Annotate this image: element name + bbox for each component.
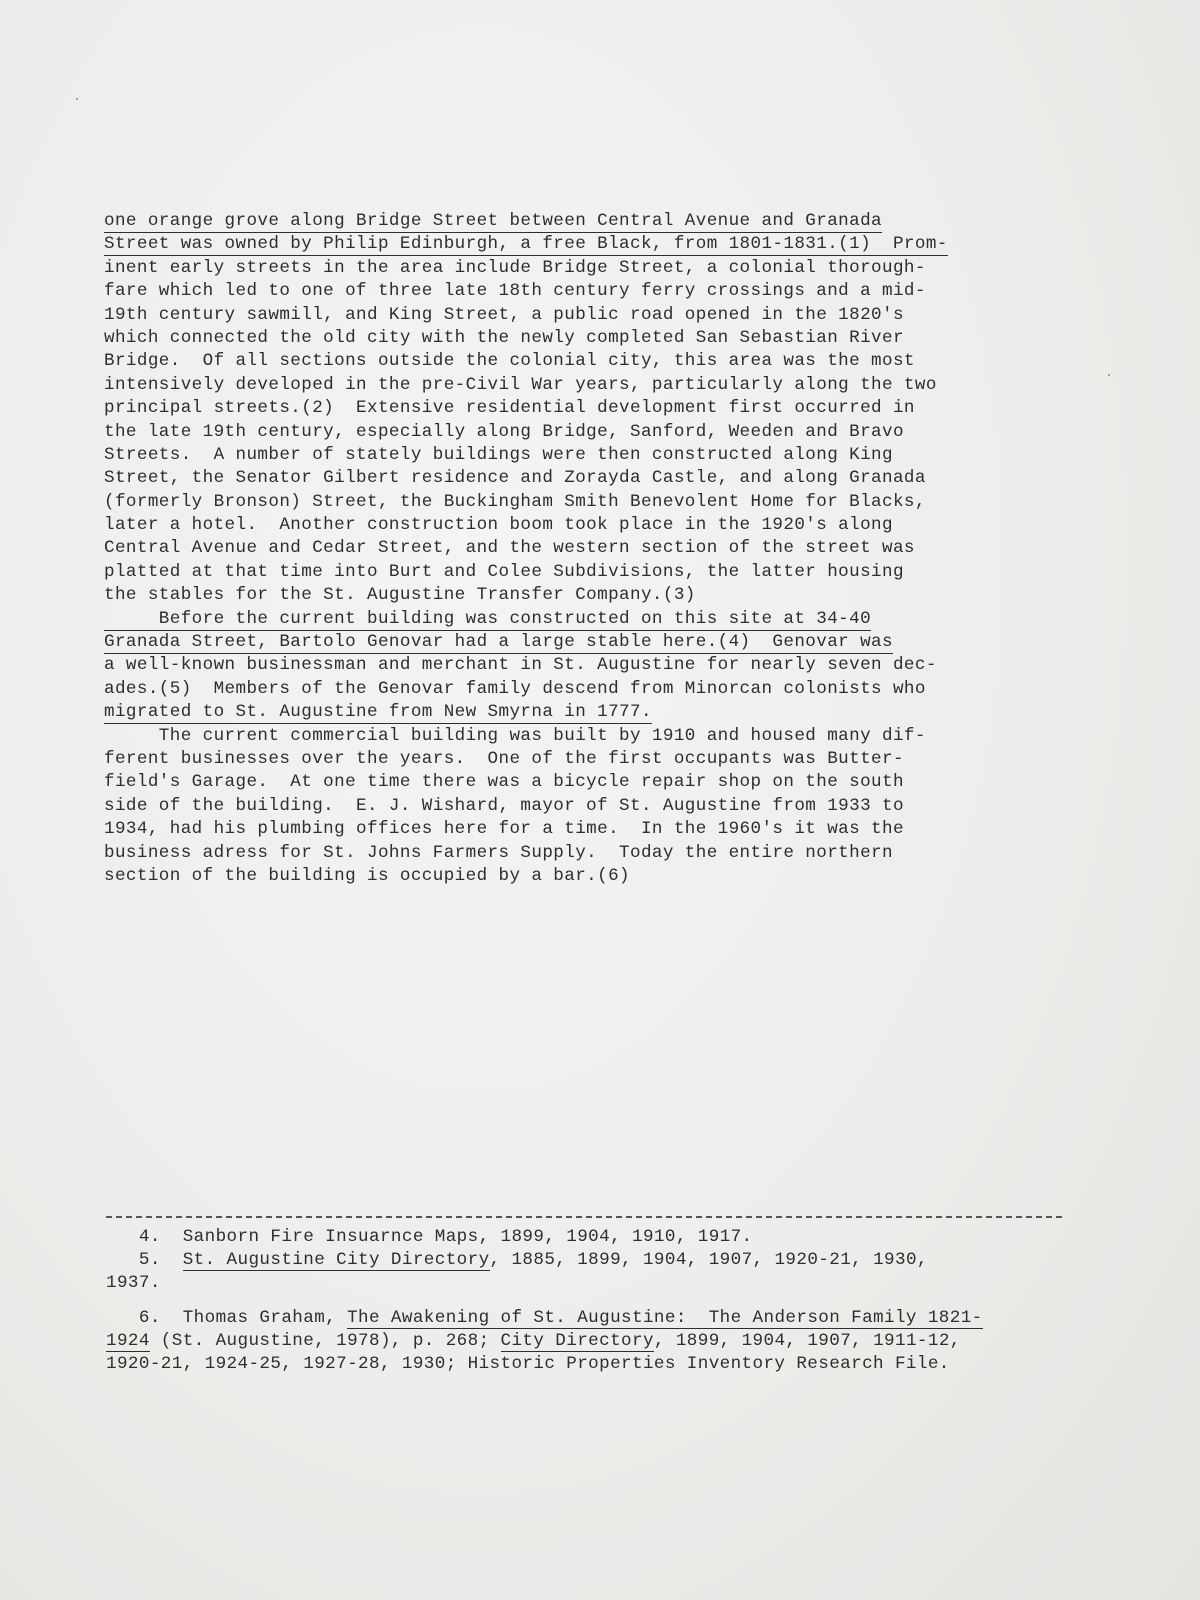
paper-speck (76, 98, 78, 100)
body-text (104, 210, 1064, 888)
body-line: (formerly Bronson) Street, the Buckingham Smith Benevolent Home for Blacks, (104, 491, 926, 512)
body-line: the late 19th century, especially along Bridge, Sanford, Weeden and Bravo (104, 421, 904, 442)
paper-speck (1108, 374, 1110, 376)
body-line: side of the building. E. J. Wishard, mayor of St. Augustine from 1933 to (104, 795, 904, 816)
body-line: 19th century sawmill, and King Street, a public road opened in the 1820's (104, 304, 904, 325)
underlined-text: Granada Street, Bartolo Genovar had a large stable here.(4) Genovar was (104, 632, 893, 653)
underlined-text: Before the current building was constructed on this site at 34-40 (104, 608, 872, 629)
underlined-text: Street was owned by Philip Edinburgh, a free Black, from 1801-1831.(1) Prom- (104, 234, 948, 255)
body-line: fare which led to one of three late 18th century ferry crossings and a mid- (104, 281, 926, 302)
body-line: ades.(5) Members of the Genovar family descend from Minorcan colonists who (104, 678, 926, 699)
body-line: later a hotel. Another construction boom took place in the 1920's along (104, 515, 893, 536)
body-line: 1934, had his plumbing offices here for a time. In the 1960's it was the (104, 819, 904, 840)
body-line (104, 608, 1064, 631)
body-line: Streets. A number of stately buildings were then constructed along King (104, 444, 893, 465)
underlined-text: one orange grove along Bridge Street between Central Avenue and Granada (104, 211, 883, 231)
footnote-gap (106, 1295, 1066, 1307)
footnote-6-mid: (St. Augustine, 1978), p. 268; (149, 1331, 501, 1351)
body-line: which connected the old city with the newly completed San Sebastian River (104, 327, 904, 348)
footnote-6-title-2: City Directory (500, 1331, 654, 1351)
body-line: The current commercial building was built by 1910 and housed many dif- (104, 725, 926, 746)
body-line: business adress for St. Johns Farmers Supply. Today the entire northern (104, 842, 893, 863)
body-line: section of the building is occupied by a bar.(6) (104, 865, 630, 886)
footnote-5 (106, 1249, 1066, 1272)
body-line: inent early streets in the area include Bridge Street, a colonial thorough- (104, 257, 926, 278)
footnote-6-line-2 (106, 1330, 1066, 1353)
body-line (104, 631, 1064, 654)
body-line (104, 233, 1064, 256)
footnote-5-continuation: 1937. (106, 1273, 161, 1293)
body-line: the stables for the St. Augustine Transfer Company.(3) (104, 585, 696, 606)
body-line: Central Avenue and Cedar Street, and the western section of the street was (104, 538, 915, 559)
footnote-6-title: The Awakening of St. Augustine: The Anderson Family 1821- (347, 1308, 983, 1328)
footnote-6-rest: , 1899, 1904, 1907, 1911-12, (653, 1331, 961, 1351)
footnote-5-title: St. Augustine City Directory (182, 1250, 490, 1270)
footnote-4: 4. Sanborn Fire Insuarnce Maps, 1899, 1904, 1910, 1917. (106, 1227, 753, 1247)
body-line: Bridge. Of all sections outside the colonial city, this area was the most (104, 351, 915, 372)
body-line: platted at that time into Burt and Colee Subdivisions, the latter housing (104, 561, 904, 582)
body-line: ferent businesses over the years. One of the first occupants was Butter- (104, 748, 904, 769)
footnote-6-prefix: 6. Thomas Graham, (106, 1308, 348, 1328)
body-line: a well-known businessman and merchant in St. Augustine for nearly seven dec- (104, 655, 937, 676)
body-line: principal streets.(2) Extensive residential development first occurred in (104, 398, 915, 419)
footnote-6-line-3: 1920-21, 1924-25, 1927-28, 1930; Historic Properties Inventory Research File. (106, 1354, 950, 1374)
body-line (104, 210, 1064, 233)
footnote-5-prefix: 5. (106, 1250, 183, 1270)
footnotes (106, 1226, 1066, 1376)
body-line: field's Garage. At one time there was a bicycle repair shop on the south (104, 772, 904, 793)
underlined-text: migrated to St. Augustine from New Smyrna in 1777. (104, 702, 652, 723)
footnote-6-title-cont: 1924 (106, 1331, 150, 1351)
body-line: Street, the Senator Gilbert residence and Zorayda Castle, and along Granada (104, 468, 926, 489)
body-line: intensively developed in the pre-Civil War years, particularly along the two (104, 374, 937, 395)
footnote-divider (106, 1216, 1062, 1218)
footnote-6 (106, 1307, 1066, 1330)
footnote-5-rest: , 1885, 1899, 1904, 1907, 1920-21, 1930, (489, 1250, 928, 1270)
body-line (104, 701, 1064, 724)
